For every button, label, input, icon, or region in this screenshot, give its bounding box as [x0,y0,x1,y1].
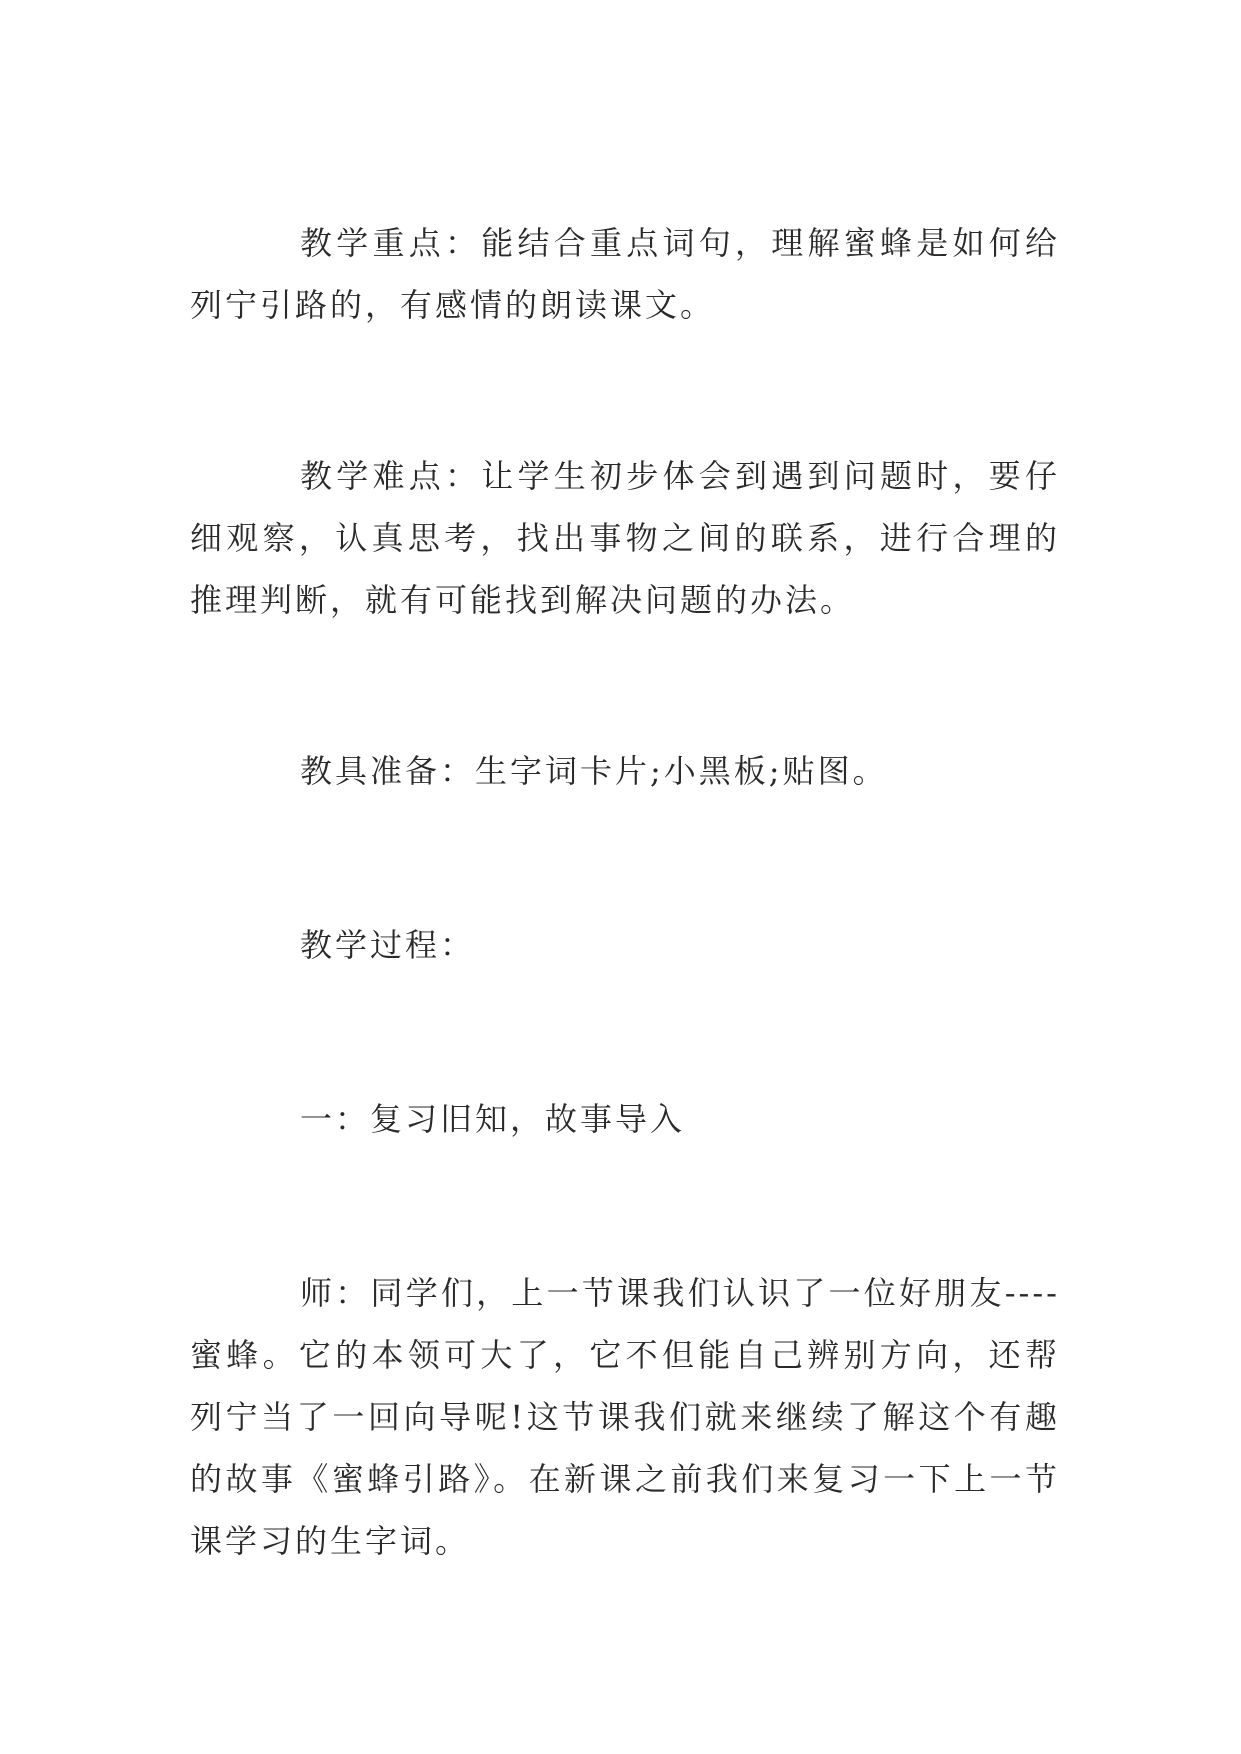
section-one-heading: 一：复习旧知，故事导入 [300,1100,686,1138]
teaching-focus-paragraph: 教学重点：能结合重点词句，理解蜜蜂是如何给列宁引路的，有感情的朗读课文。 [190,224,1060,324]
teaching-difficulty-paragraph: 教学难点：让学生初步体会到遇到问题时，要仔细观察，认真思考，找出事物之间的联系，进行合理的推理判断，就有可能找到解决问题的办法。 [190,457,1060,619]
teaching-process-heading: 教学过程： [300,926,476,964]
teacher-introduction-paragraph: 师：同学们，上一节课我们认识了一位好朋友----蜜蜂。它的本领可大了，它不但能自己辨别方向，还帮列宁当了一回向导呢!这节课我们就来继续了解这个有趣的故事《蜜蜂引路》。在新课之前我们来复习一下上一节课学习的生字词。 [190,1274,1060,1560]
teaching-aids-paragraph: 教具准备：生字词卡片;小黑板;贴图。 [300,752,888,790]
